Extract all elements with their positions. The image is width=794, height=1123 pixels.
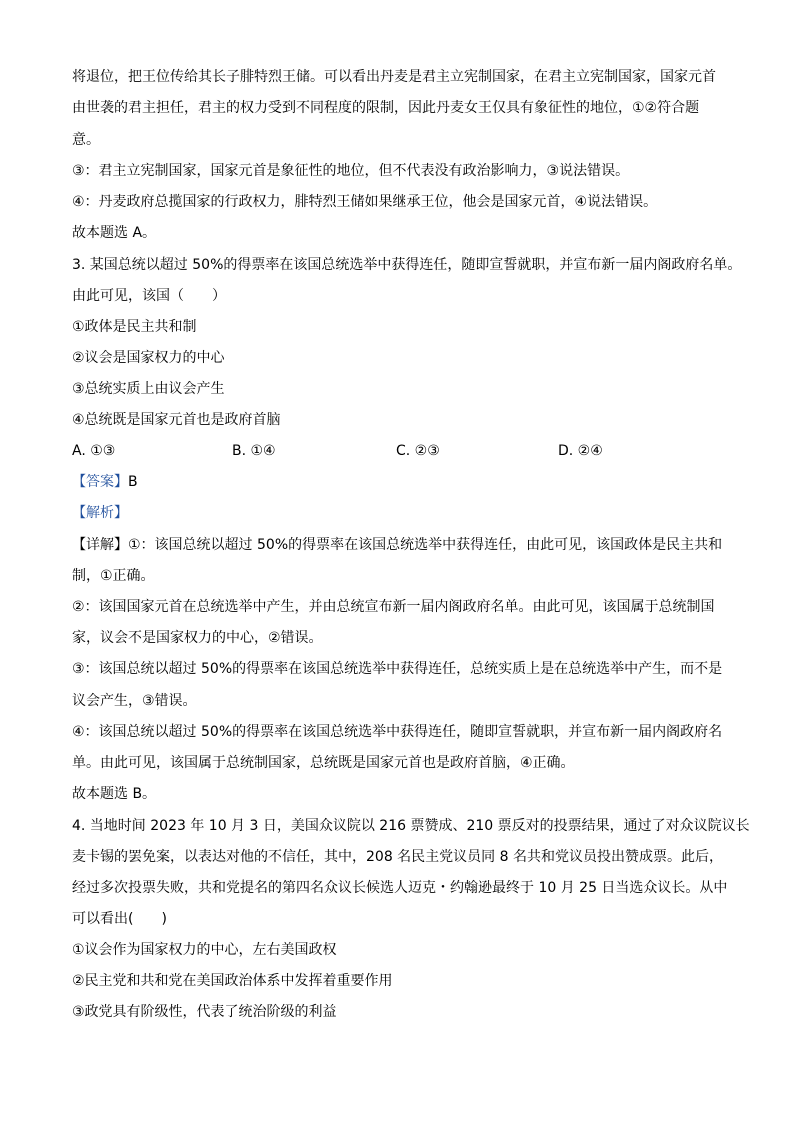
question-4-stem: 经过多次投票失败，共和党提名的第四名众议长候选人迈克・约翰逊最终于 10 月 25 日当选众议长。从中 [72, 880, 728, 896]
option-a: A. ①③ [72, 443, 116, 459]
detail-line: ②：该国国家元首在总统选举中产生，并由总统宣布新一届内阁政府名单。由此可见，该国属于总统制国 [72, 599, 715, 615]
detail-line: ③：该国总统以超过 50%的得票率在该国总统选举中获得连任，总统实质上是在总统选举中产生，而不是 [72, 661, 723, 677]
question-4-stem: 麦卡锡的罢免案，以表达对他的不信任，其中，208 名民主党议员同 8 名共和党议员投出赞成票。此后， [72, 849, 723, 865]
answer-value: B [128, 474, 138, 490]
detail-line: 故本题选 B。 [72, 786, 157, 802]
option-d: D. ②④ [558, 443, 603, 459]
detail-line: 家，议会不是国家权力的中心，②错误。 [72, 630, 323, 646]
option-b: B. ①④ [232, 443, 276, 459]
question-3-item-1: ①政体是民主共和制 [72, 319, 197, 335]
detail-line: 制，①正确。 [72, 568, 155, 584]
question-3-item-4: ④总统既是国家元首也是政府首脑 [72, 412, 281, 428]
detail-text: ①：该国总统以超过 50%的得票率在该国总统选举中获得连任，由此可见，该国政体是民主共和 [128, 537, 723, 553]
question-4-item-2: ②民主党和共和党在美国政治体系中发挥着重要作用 [72, 973, 393, 989]
text-line: ③：君主立宪制国家，国家元首是象征性的地位，但不代表没有政治影响力，③说法错误。 [72, 163, 630, 179]
text-line: 意。 [72, 132, 100, 148]
detail-line [72, 535, 722, 555]
option-c: C. ②③ [396, 443, 440, 459]
detail-line: 单。由此可见，该国属于总统制国家，总统既是国家元首也是政府首脑，④正确。 [72, 755, 575, 771]
text-line: 将退位，把王位传给其长子腓特烈王储。可以看出丹麦是君主立宪制国家，在君主立宪制国家，国家元首 [72, 69, 716, 85]
answer-line [72, 472, 138, 492]
question-4-item-3: ③政党具有阶级性，代表了统治阶级的利益 [72, 1004, 337, 1020]
question-3-item-3: ③总统实质上由议会产生 [72, 381, 225, 397]
question-4-stem: 可以看出( ) [72, 911, 167, 927]
text-line: ④：丹麦政府总揽国家的行政权力，腓特烈王储如果继承王位，他会是国家元首，④说法错误。 [72, 194, 658, 210]
question-3-stem: 3. 某国总统以超过 50%的得票率在该国总统选举中获得连任，随即宣誓就职，并宣布新一届内阁政府名单。 [72, 257, 742, 273]
analysis-tag: 【解析】 [72, 505, 128, 521]
answer-tag: 【答案】 [72, 474, 128, 490]
question-3-item-2: ②议会是国家权力的中心 [72, 350, 225, 366]
question-4-stem: 4. 当地时间 2023 年 10 月 3 日，美国众议院以 216 票赞成、210 票反对的投票结果，通过了对众议院议长 [72, 818, 750, 834]
question-4-item-1: ①议会作为国家权力的中心，左右美国政权 [72, 942, 337, 958]
detail-line: ④：该国总统以超过 50%的得票率在该国总统选举中获得连任，随即宣誓就职，并宣布新一届内阁政府名 [72, 724, 723, 740]
analysis-line [72, 503, 128, 523]
detail-line: 议会产生，③错误。 [72, 693, 197, 709]
text-line: 由世袭的君主担任，君主的权力受到不同程度的限制，因此丹麦女王仅具有象征性的地位，①②符合题 [72, 100, 700, 116]
detail-tag: 【详解】 [72, 537, 128, 553]
question-3-stem-cont: 由此可见，该国（ ） [72, 288, 226, 304]
text-line: 故本题选 A。 [72, 225, 157, 241]
